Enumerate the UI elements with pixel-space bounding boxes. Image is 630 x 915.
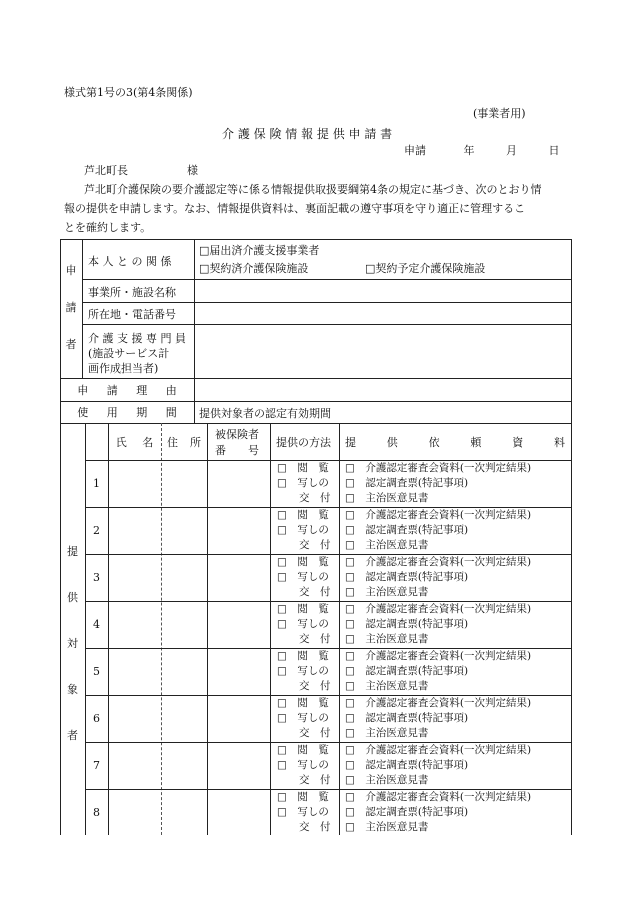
addressee-name: 芦北町長 — [84, 164, 128, 177]
insured-number-cell[interactable] — [208, 649, 270, 694]
name-cell[interactable] — [109, 696, 161, 741]
care-manager-field[interactable] — [196, 326, 570, 377]
material-assessment-checkbox[interactable]: □ 介護認定審査会資料(一次判定結果) — [345, 509, 532, 521]
address-cell[interactable] — [162, 649, 207, 694]
header-address: 住 所 — [167, 436, 201, 449]
method-copy-checkbox[interactable]: □ 写しの — [277, 618, 329, 630]
date-year: 年 — [463, 144, 475, 157]
relationship-label: 本 人 と の 関 係 — [88, 255, 172, 268]
addressee-honorific: 様 — [187, 164, 198, 177]
name-cell[interactable] — [109, 743, 161, 788]
targets-side-label: 提 供 対 象 者 — [67, 545, 78, 742]
reason-label: 申 請 理 由 — [77, 384, 177, 397]
care-manager-label-2: (施設サービス計 — [88, 347, 170, 360]
material-survey-checkbox[interactable]: □ 認定調査票(特記事項) — [345, 806, 469, 818]
intro-line-2: 報の提供を申請します。なお、情報提供資料は、裏面記載の遵守事項を守り適正に管理するこ — [64, 202, 526, 215]
material-doctor-opinion-checkbox[interactable]: □ 主治医意見書 — [345, 680, 429, 692]
address-phone-field[interactable] — [196, 304, 570, 323]
intro-line-1: 芦北町介護保険の要介護認定等に係る情報提供取扱要綱第4条の規定に基づき、次のとおり情 — [84, 183, 542, 196]
insured-number-cell[interactable] — [208, 743, 270, 788]
header-name: 氏 名 — [115, 436, 154, 449]
method-copy-checkbox[interactable]: □ 写しの — [277, 665, 329, 677]
row-number: 7 — [93, 759, 100, 772]
method-copy-checkbox[interactable]: □ 写しの — [277, 759, 329, 771]
form-number: 様式第1号の3(第4条関係) — [64, 86, 193, 99]
address-cell[interactable] — [162, 508, 207, 553]
method-view-checkbox[interactable]: □ 閲 覧 — [277, 650, 329, 662]
usage-period-label: 使 用 期 間 — [77, 406, 177, 419]
method-view-checkbox[interactable]: □ 閲 覧 — [277, 509, 329, 521]
method-view-checkbox[interactable]: □ 閲 覧 — [277, 697, 329, 709]
method-view-checkbox[interactable]: □ 閲 覧 — [277, 791, 329, 803]
row-number: 5 — [93, 665, 100, 678]
material-assessment-checkbox[interactable]: □ 介護認定審査会資料(一次判定結果) — [345, 556, 532, 568]
option-planned-facility[interactable]: □契約予定介護保険施設 — [365, 262, 486, 275]
address-cell[interactable] — [162, 743, 207, 788]
name-cell[interactable] — [109, 790, 161, 835]
address-cell[interactable] — [162, 555, 207, 600]
material-survey-checkbox[interactable]: □ 認定調査票(特記事項) — [345, 759, 469, 771]
material-assessment-checkbox[interactable]: □ 介護認定審査会資料(一次判定結果) — [345, 744, 532, 756]
date-month: 月 — [506, 144, 517, 157]
insured-number-cell[interactable] — [208, 555, 270, 600]
facility-name-label: 事業所・施設名称 — [88, 286, 176, 299]
care-manager-label-1: 介 護 支 援 専 門 員 — [88, 332, 186, 345]
insured-number-cell[interactable] — [208, 602, 270, 647]
material-doctor-opinion-checkbox[interactable]: □ 主治医意見書 — [345, 586, 429, 598]
method-copy-checkbox[interactable]: □ 写しの — [277, 712, 329, 724]
insured-number-cell[interactable] — [208, 790, 270, 835]
method-copy-label: 交 付 — [299, 727, 331, 739]
date-day: 日 — [548, 144, 560, 157]
material-assessment-checkbox[interactable]: □ 介護認定審査会資料(一次判定結果) — [345, 603, 532, 615]
method-copy-label: 交 付 — [299, 633, 331, 645]
material-survey-checkbox[interactable]: □ 認定調査票(特記事項) — [345, 524, 469, 536]
method-copy-label: 交 付 — [299, 680, 331, 692]
method-copy-label: 交 付 — [299, 821, 331, 833]
date-label: 申請 — [404, 144, 426, 157]
method-copy-checkbox[interactable]: □ 写しの — [277, 571, 329, 583]
material-assessment-checkbox[interactable]: □ 介護認定審査会資料(一次判定結果) — [345, 791, 532, 803]
reason-field[interactable] — [196, 380, 570, 400]
method-view-checkbox[interactable]: □ 閲 覧 — [277, 556, 329, 568]
method-copy-checkbox[interactable]: □ 写しの — [277, 806, 329, 818]
material-survey-checkbox[interactable]: □ 認定調査票(特記事項) — [345, 665, 469, 677]
address-cell[interactable] — [162, 461, 207, 506]
header-insured-number-2: 番 号 — [215, 444, 259, 457]
intro-line-3: とを確約します。 — [64, 221, 152, 234]
method-copy-label: 交 付 — [299, 539, 331, 551]
material-survey-checkbox[interactable]: □ 認定調査票(特記事項) — [345, 712, 469, 724]
material-survey-checkbox[interactable]: □ 認定調査票(特記事項) — [345, 571, 469, 583]
insured-number-cell[interactable] — [208, 461, 270, 506]
material-survey-checkbox[interactable]: □ 認定調査票(特記事項) — [345, 477, 469, 489]
page-title: 介 護 保 険 情 報 提 供 申 請 書 — [222, 127, 393, 141]
addressee — [84, 162, 198, 178]
method-copy-checkbox[interactable]: □ 写しの — [277, 524, 329, 536]
method-view-checkbox[interactable]: □ 閲 覧 — [277, 744, 329, 756]
method-view-checkbox[interactable]: □ 閲 覧 — [277, 603, 329, 615]
name-cell[interactable] — [109, 555, 161, 600]
row-number: 4 — [93, 618, 100, 631]
row-number: 8 — [93, 806, 100, 819]
applicant-side-label: 申 請 者 — [65, 264, 77, 351]
insured-number-cell[interactable] — [208, 508, 270, 553]
material-doctor-opinion-checkbox[interactable]: □ 主治医意見書 — [345, 821, 429, 833]
name-cell[interactable] — [109, 602, 161, 647]
insured-number-cell[interactable] — [208, 696, 270, 741]
applicant-type: (事業者用) — [473, 107, 526, 120]
name-cell[interactable] — [109, 649, 161, 694]
material-doctor-opinion-checkbox[interactable]: □ 主治医意見書 — [345, 539, 429, 551]
address-phone-label: 所在地・電話番号 — [88, 308, 176, 321]
method-copy-label: 交 付 — [299, 774, 331, 786]
material-doctor-opinion-checkbox[interactable]: □ 主治医意見書 — [345, 492, 429, 504]
method-view-checkbox[interactable]: □ 閲 覧 — [277, 462, 329, 474]
method-copy-checkbox[interactable]: □ 写しの — [277, 477, 329, 489]
address-cell[interactable] — [162, 696, 207, 741]
row-number: 2 — [93, 524, 100, 537]
material-assessment-checkbox[interactable]: □ 介護認定審査会資料(一次判定結果) — [345, 462, 532, 474]
usage-period-value: 提供対象者の認定有効期間 — [199, 407, 331, 420]
date-line — [404, 142, 560, 158]
name-cell[interactable] — [109, 461, 161, 506]
row-number: 3 — [93, 571, 100, 584]
material-doctor-opinion-checkbox[interactable]: □ 主治医意見書 — [345, 633, 429, 645]
material-doctor-opinion-checkbox[interactable]: □ 主治医意見書 — [345, 727, 429, 739]
material-doctor-opinion-checkbox[interactable]: □ 主治医意見書 — [345, 774, 429, 786]
material-survey-checkbox[interactable]: □ 認定調査票(特記事項) — [345, 618, 469, 630]
header-insured-number-1: 被保険者 — [215, 428, 259, 441]
header-materials: 提 供 依 頼 資 料 — [345, 436, 565, 449]
option-registered-care-provider[interactable]: □届出済介護支援事業者 — [199, 244, 320, 257]
row-number: 6 — [93, 712, 100, 725]
option-contracted-facility[interactable]: □契約済介護保険施設 — [199, 262, 309, 275]
care-manager-label-3: 画作成担当者) — [88, 362, 159, 375]
address-cell[interactable] — [162, 602, 207, 647]
header-method: 提供の方法 — [276, 436, 331, 449]
material-assessment-checkbox[interactable]: □ 介護認定審査会資料(一次判定結果) — [345, 697, 532, 709]
name-cell[interactable] — [109, 508, 161, 553]
row-number: 1 — [93, 477, 100, 490]
material-assessment-checkbox[interactable]: □ 介護認定審査会資料(一次判定結果) — [345, 650, 532, 662]
method-copy-label: 交 付 — [299, 586, 331, 598]
facility-name-field[interactable] — [196, 281, 570, 301]
method-copy-label: 交 付 — [299, 492, 331, 504]
address-cell[interactable] — [162, 790, 207, 835]
